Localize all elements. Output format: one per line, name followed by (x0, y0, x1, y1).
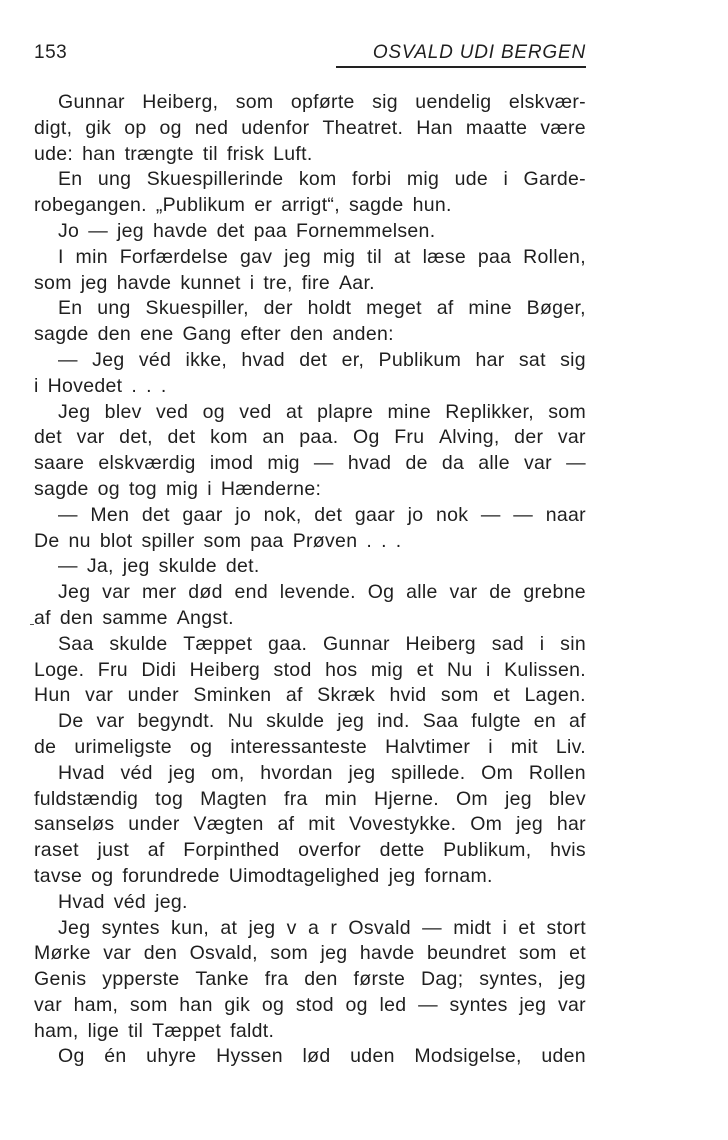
body-text (34, 90, 586, 1070)
text-line: Hvad véd jeg. (58, 890, 188, 913)
text-line: De var begyndt. Nu skulde jeg ind. Saa fulgte en af (58, 710, 586, 733)
page-number: 153 (34, 42, 68, 63)
text-line: Jeg blev ved og ved at plapre mine Replikker, som (58, 400, 586, 423)
text-line: Gunnar Heiberg, som opførte sig uendelig elskvær- (58, 91, 586, 113)
text-line: De nu blot spiller som paa Prøven . . . (34, 529, 402, 552)
text-line: Saa skulde Tæppet gaa. Gunnar Heiberg sad i sin (58, 632, 586, 655)
text-line: — Jeg véd ikke, hvad det er, Publikum har sat sig (58, 348, 586, 371)
text-line: saare elskværdig imod mig — hvad de da alle var — (34, 452, 586, 475)
text-line: var ham, som han gik og stod og led — syntes jeg var (34, 993, 586, 1016)
text-line: Jeg var mer død end levende. Og alle var de grebne (58, 581, 586, 604)
text-line: Jeg syntes kun, at jeg v a r Osvald — midt i et stort (58, 916, 586, 939)
text-line: sagde den ene Gang efter den anden: (34, 323, 394, 346)
text-line: som jeg havde kunnet i tre, fire Aar. (34, 271, 375, 294)
text-line: ude: han trængte til frisk Luft. (34, 142, 313, 165)
text-line: det var det, det kom an paa. Og Fru Alving, der var (34, 426, 586, 449)
text-line: raset just af Forpinthed overfor dette Publikum, hvis (34, 839, 586, 862)
text-line: — Men det gaar jo nok, det gaar jo nok — — naar (58, 503, 586, 526)
text-line: i Hovedet . . . (34, 374, 167, 397)
text-line: Mørke var den Osvald, som jeg havde beundret som et (34, 942, 586, 965)
text-line: af den samme Angst. (34, 606, 234, 629)
text-line: digt, gik op og ned udenfor Theatret. Han maatte være (34, 116, 586, 139)
text-line: Genis ypperste Tanke fra den første Dag; syntes, jeg (34, 968, 586, 991)
text-line: sagde og tog mig i Hænderne: (34, 477, 322, 500)
text-line: En ung Skuespillerinde kom forbi mig ude i Garde- (58, 168, 586, 191)
text-line: Hvad véd jeg om, hvordan jeg spillede. Om Rollen (58, 761, 586, 784)
text-line: En ung Skuespiller, der holdt meget af mine Bøger, (58, 297, 586, 320)
text-line: sanseløs under Vægten af mit Vovestykke. Om jeg har (34, 813, 586, 836)
text-line: — Ja, jeg skulde det. (58, 555, 260, 578)
text-line: ham, lige til Tæppet faldt. (34, 1019, 275, 1042)
text-line: tavse og forundrede Uimodtagelighed jeg fornam. (34, 864, 493, 887)
running-head (34, 40, 586, 68)
text-line: de urimeligste og interessanteste Halvtimer i mit Liv. (34, 735, 586, 758)
text-line: Loge. Fru Didi Heiberg stod hos mig et Nu i Kulissen. (34, 658, 586, 681)
text-line: Jo — jeg havde det paa Fornemmelsen. (58, 219, 436, 242)
text-line: I min Forfærdelse gav jeg mig til at læse paa Rollen, (58, 245, 586, 268)
text-line: fuldstændig tog Magten fra min Hjerne. Om jeg blev (34, 787, 586, 810)
text-line: robegangen. „Publikum er arrigt“, sagde hun. (34, 194, 452, 217)
text-line: Hun var under Sminken af Skræk hvid som et Lagen. (34, 684, 586, 707)
running-title: OSVALD UDI BERGEN (372, 42, 586, 63)
text-line: Og én uhyre Hyssen lød uden Modsigelse, uden (58, 1045, 586, 1068)
header-rule (336, 66, 586, 68)
